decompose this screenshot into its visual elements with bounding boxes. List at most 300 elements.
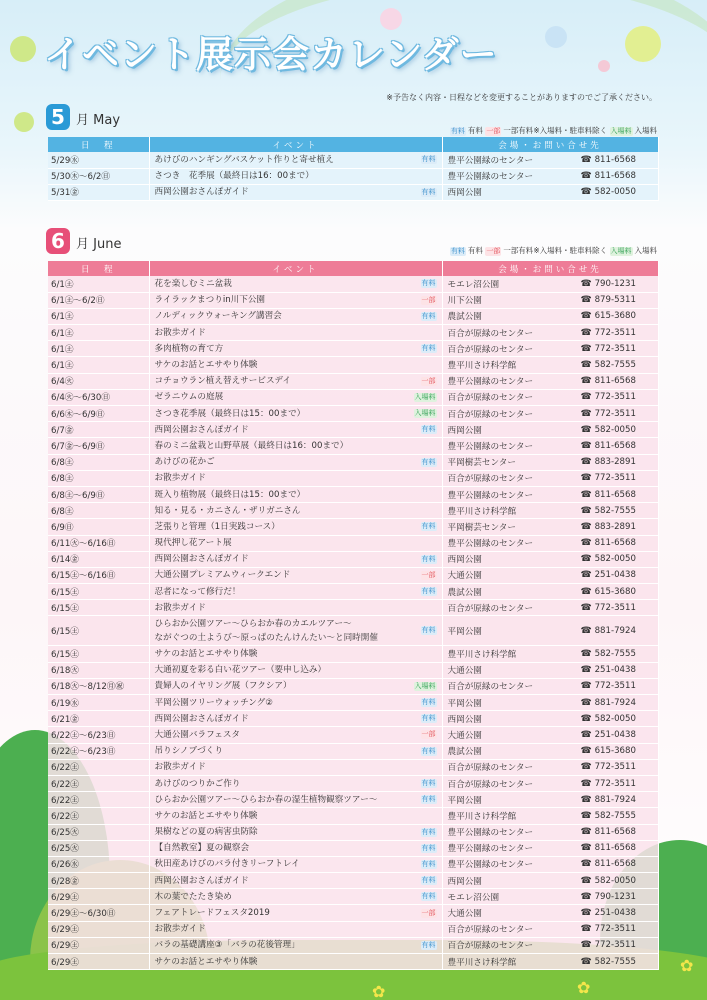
event-date: 6/4㊋～6/30㊐: [48, 389, 149, 405]
event-date: 6/19㊌: [48, 695, 149, 711]
table-row: [48, 775, 658, 791]
event-name: 西岡公園おさんぽガイド: [154, 187, 249, 198]
table-row: [48, 792, 658, 808]
event-cell: [149, 824, 442, 840]
venue-phone: ☎ 251-0438: [581, 730, 653, 740]
venue-name: 豊平川さけ科学館: [447, 361, 517, 372]
event-cell: [149, 486, 442, 502]
venue-name: 農試公園: [447, 312, 482, 323]
venue-phone: ☎ 881-7924: [581, 795, 653, 805]
event-cell: [149, 438, 442, 454]
venue-name: 西岡公園: [447, 188, 482, 199]
fee-tag-yuryo: 有料: [421, 311, 436, 320]
event-cell: [149, 662, 442, 678]
venue-name: 豊平川さけ科学館: [447, 506, 517, 517]
venue-phone: ☎ 772-3511: [581, 681, 653, 691]
legend-tag-nyujo: 入場料: [610, 127, 632, 135]
fee-tag-yuryo: 有料: [421, 187, 436, 196]
venue-phone: ☎ 772-3511: [581, 779, 653, 789]
venue-name: 農試公園: [447, 747, 482, 758]
table-row: [48, 551, 658, 567]
event-name: さつき花季展（最終日は15：00まで）: [154, 408, 306, 419]
venue-cell: [442, 406, 658, 422]
event-name: 貴婦人のイヤリング展（フクシア）: [154, 681, 292, 692]
fee-tag-yuryo: 有料: [421, 714, 436, 723]
table-row: [48, 808, 658, 824]
venue-cell: [442, 519, 658, 535]
event-cell: [149, 519, 442, 535]
fee-tag-nyujo: 入場料: [414, 392, 436, 401]
event-cell: [149, 600, 442, 616]
venue-phone: ☎ 811-6568: [581, 827, 653, 837]
event-cell: [149, 873, 442, 889]
venue-name: 百合が原緑のセンター: [447, 925, 534, 936]
table-row: [48, 470, 658, 486]
table-row: [48, 856, 658, 872]
table-row: [48, 535, 658, 551]
table-row: [48, 662, 658, 678]
table-row: [48, 389, 658, 405]
fee-tag-yuryo: 有料: [421, 587, 436, 596]
venue-name: 大通公園: [447, 571, 482, 582]
venue-name: 西岡公園: [447, 714, 482, 725]
event-date: 6/22㊏: [48, 792, 149, 808]
event-name: 【自然教室】夏の観察会: [154, 843, 250, 854]
venue-phone: ☎ 582-7555: [581, 957, 653, 967]
event-name: サケのお話とエサやり体験: [154, 810, 258, 821]
event-name: 知る・見る・カニさん・ザリガニさん: [154, 505, 301, 516]
venue-cell: [442, 775, 658, 791]
event-date: 6/7㊎: [48, 422, 149, 438]
venue-name: 豊平公園緑のセンター: [447, 490, 534, 501]
event-date: 6/29㊏: [48, 921, 149, 937]
fee-tag-ichibu: 一部: [421, 376, 436, 385]
venue-cell: [442, 646, 658, 662]
event-date: 6/15㊏: [48, 646, 149, 662]
event-name: 春のミニ盆栽と山野草展（最終日は16：00まで）: [154, 440, 349, 451]
venue-name: モエレ沼公園: [447, 279, 500, 290]
venue-cell: [442, 503, 658, 519]
may-events-table: [48, 137, 659, 201]
fee-tag-ichibu: 一部: [421, 730, 436, 739]
venue-phone: ☎ 582-7555: [581, 649, 653, 659]
event-name: サケのお話とエサやり体験: [154, 956, 258, 967]
venue-phone: ☎ 772-3511: [581, 603, 653, 613]
venue-cell: [442, 856, 658, 872]
event-date: 6/29㊏～6/30㊐: [48, 905, 149, 921]
venue-cell: [442, 389, 658, 405]
venue-cell: [442, 905, 658, 921]
event-name: サケのお話とエサやり体験: [154, 360, 258, 371]
event-cell: [149, 727, 442, 743]
event-cell: [149, 551, 442, 567]
venue-cell: [442, 792, 658, 808]
venue-name: 百合が原緑のセンター: [447, 779, 534, 790]
legend: [450, 245, 657, 256]
venue-name: 百合が原緑のセンター: [447, 941, 534, 952]
month-number: 6: [46, 228, 70, 254]
venue-phone: ☎ 881-7924: [581, 626, 653, 636]
venue-phone: ☎ 582-7555: [581, 360, 653, 370]
event-date: 6/7㊎～6/9㊐: [48, 438, 149, 454]
event-name: 西岡公園おさんぽガイド: [154, 875, 249, 886]
event-date: 6/29㊏: [48, 954, 149, 970]
venue-phone: ☎ 811-6568: [581, 490, 653, 500]
event-name: ライラックまつりin川下公園: [154, 295, 266, 306]
event-date: 6/25㊋: [48, 840, 149, 856]
venue-cell: [442, 889, 658, 905]
fee-tag-yuryo: 有料: [421, 843, 436, 852]
event-name: 現代押し花アート展: [154, 538, 232, 549]
event-date: 6/15㊏: [48, 600, 149, 616]
event-name: ゼラニウムの庭展: [154, 392, 224, 403]
bubble-decoration: [598, 60, 610, 72]
event-date: 6/14㊎: [48, 551, 149, 567]
fee-tag-yuryo: 有料: [421, 779, 436, 788]
event-cell: [149, 168, 442, 184]
venue-name: 平岡樹芸センター: [447, 458, 516, 469]
table-row: [48, 168, 658, 184]
event-cell: [149, 567, 442, 583]
event-name: コチョウラン植え替えサービスデイ: [154, 376, 291, 387]
venue-name: 西岡公園: [447, 425, 482, 436]
event-cell: [149, 921, 442, 937]
legend-tag-ichibu: 一部: [486, 247, 501, 255]
event-date: 6/4㊋: [48, 373, 149, 389]
event-cell: [149, 308, 442, 324]
table-row: [48, 325, 658, 341]
event-name: お散歩ガイド: [154, 602, 206, 613]
table-row: [48, 406, 658, 422]
month-header-may: [46, 104, 120, 130]
event-cell: [149, 184, 442, 200]
event-cell: [149, 616, 442, 646]
event-date: 6/1㊏: [48, 325, 149, 341]
event-date: 6/29㊏: [48, 937, 149, 953]
event-cell: [149, 389, 442, 405]
venue-phone: ☎ 790-1231: [581, 892, 653, 902]
bubble-decoration: [14, 112, 34, 132]
venue-name: 農試公園: [447, 587, 482, 598]
event-date: 5/31㊎: [48, 184, 149, 200]
event-name: 西岡公園おさんぽガイド: [154, 424, 249, 435]
event-name: 西岡公園おさんぽガイド: [154, 713, 249, 724]
venue-cell: [442, 584, 658, 600]
event-date: 6/8㊏: [48, 454, 149, 470]
venue-cell: [442, 954, 658, 970]
venue-name: 大通公園: [447, 909, 482, 920]
fee-tag-yuryo: 有料: [421, 425, 436, 434]
fee-tag-yuryo: 有料: [421, 155, 436, 164]
venue-cell: [442, 535, 658, 551]
venue-name: 西岡公園: [447, 555, 482, 566]
venue-phone: ☎ 772-3511: [581, 924, 653, 934]
venue-name: 豊平公園緑のセンター: [447, 172, 534, 183]
venue-cell: [442, 824, 658, 840]
flower-decoration: ✿: [372, 982, 386, 1000]
venue-cell: [442, 486, 658, 502]
event-name: お散歩ガイド: [154, 327, 206, 338]
legend-tag-yuryo: 有料: [450, 247, 465, 255]
event-name: あけびの花かご: [154, 457, 215, 468]
venue-phone: ☎ 811-6568: [581, 155, 653, 165]
legend-label: 有料: [467, 246, 483, 255]
venue-phone: ☎ 772-3511: [581, 940, 653, 950]
table-row: [48, 567, 658, 583]
venue-cell: [442, 152, 658, 168]
venue-cell: [442, 840, 658, 856]
venue-phone: ☎ 811-6568: [581, 441, 653, 451]
venue-name: 平岡公園: [447, 795, 482, 806]
event-name: お散歩ガイド: [154, 762, 206, 773]
event-cell: [149, 535, 442, 551]
fee-tag-nyujo: 入場料: [414, 681, 436, 690]
venue-phone: ☎ 582-0050: [581, 187, 653, 197]
event-name: ひらおか公園ツアー～ひらおか春のカエルツアー～ ながぐつの土ようび～原っぱのたんけんたい～と同時開催: [154, 618, 378, 643]
event-date: 6/1㊏: [48, 341, 149, 357]
venue-phone: ☎ 582-0050: [581, 876, 653, 886]
venue-cell: [442, 341, 658, 357]
table-row: [48, 486, 658, 502]
event-cell: [149, 856, 442, 872]
fee-tag-yuryo: 有料: [421, 554, 436, 563]
fee-tag-yuryo: 有料: [421, 522, 436, 531]
fee-tag-yuryo: 有料: [421, 876, 436, 885]
event-cell: [149, 152, 442, 168]
venue-phone: ☎ 772-3511: [581, 409, 653, 419]
venue-name: 百合が原緑のセンター: [447, 474, 534, 485]
legend-tag-ichibu: 一部: [486, 127, 501, 135]
venue-cell: [442, 325, 658, 341]
flower-decoration: ✿: [680, 956, 694, 975]
venue-phone: ☎ 772-3511: [581, 328, 653, 338]
venue-cell: [442, 808, 658, 824]
event-cell: [149, 470, 442, 486]
table-header-row: [48, 137, 658, 152]
event-name: 大通公園プレミアムウィークエンド: [154, 570, 291, 581]
event-date: 6/29㊏: [48, 889, 149, 905]
event-name: ひらおか公園ツアー～ひらおか春の湿生植物観察ツアー～: [154, 794, 378, 805]
event-cell: [149, 711, 442, 727]
event-cell: [149, 743, 442, 759]
event-date: 6/6㊍～6/9㊐: [48, 406, 149, 422]
event-date: 6/21㊎: [48, 711, 149, 727]
legend-note: ※入場料・駐車料除く: [533, 126, 608, 135]
venue-phone: ☎ 582-7555: [581, 506, 653, 516]
event-cell: [149, 341, 442, 357]
venue-phone: ☎ 251-0438: [581, 665, 653, 675]
venue-cell: [442, 616, 658, 646]
event-name: お散歩ガイド: [154, 924, 206, 935]
event-date: 6/18㊋～8/12㊊㊗: [48, 678, 149, 694]
table-row: [48, 678, 658, 694]
fee-tag-yuryo: 有料: [421, 746, 436, 755]
event-date: 6/25㊋: [48, 824, 149, 840]
venue-phone: ☎ 772-3511: [581, 473, 653, 483]
venue-name: 平岡公園: [447, 698, 482, 709]
venue-cell: [442, 551, 658, 567]
venue-phone: ☎ 582-0050: [581, 425, 653, 435]
event-date: 6/9㊐: [48, 519, 149, 535]
venue-name: 豊平公園緑のセンター: [447, 377, 534, 388]
fee-tag-yuryo: 有料: [421, 892, 436, 901]
venue-cell: [442, 567, 658, 583]
event-cell: [149, 775, 442, 791]
table-row: [48, 937, 658, 953]
table-row: [48, 454, 658, 470]
table-row: [48, 824, 658, 840]
venue-phone: ☎ 811-6568: [581, 859, 653, 869]
venue-name: 豊平公園緑のセンター: [447, 441, 534, 452]
venue-phone: ☎ 582-0050: [581, 714, 653, 724]
venue-phone: ☎ 772-3511: [581, 392, 653, 402]
venue-phone: ☎ 883-2891: [581, 522, 653, 532]
table-row: [48, 759, 658, 775]
event-cell: [149, 808, 442, 824]
fee-tag-yuryo: 有料: [421, 827, 436, 836]
bubble-decoration: [10, 36, 36, 62]
table-row: [48, 519, 658, 535]
event-date: 6/1㊏: [48, 276, 149, 292]
table-header-row: [48, 261, 658, 276]
event-name: あけびのハンギングバスケット作りと寄せ植え: [154, 154, 334, 165]
event-date: 6/22㊏～6/23㊐: [48, 727, 149, 743]
venue-cell: [442, 292, 658, 308]
venue-name: 百合が原緑のセンター: [447, 763, 534, 774]
venue-name: 百合が原緑のセンター: [447, 328, 534, 339]
venue-name: 豊平公園緑のセンター: [447, 539, 534, 550]
event-cell: [149, 889, 442, 905]
table-row: [48, 308, 658, 324]
event-name: ノルディックウォーキング講習会: [154, 311, 282, 322]
venue-phone: ☎ 772-3511: [581, 762, 653, 772]
event-date: 6/22㊏: [48, 759, 149, 775]
bubble-decoration: [625, 26, 661, 62]
venue-name: 豊平川さけ科学館: [447, 650, 517, 661]
event-name: 芝張りと管理（1日実践コース）: [154, 521, 280, 532]
table-row: [48, 292, 658, 308]
flower-decoration: ✿: [577, 978, 591, 997]
venue-cell: [442, 759, 658, 775]
event-date: 6/28㊎: [48, 873, 149, 889]
event-name: 大通公園バラフェスタ: [154, 729, 241, 740]
month-number: 5: [46, 104, 70, 130]
header-date: 日 程: [48, 261, 149, 276]
event-cell: [149, 792, 442, 808]
venue-cell: [442, 600, 658, 616]
table-row: [48, 905, 658, 921]
notice-text: ※予告なく内容・日程などを変更することがありますのでご了承ください。: [386, 93, 657, 102]
table-row: [48, 276, 658, 292]
legend-tag-nyujo: 入場料: [610, 247, 632, 255]
table-row: [48, 373, 658, 389]
venue-name: 豊平公園緑のセンター: [447, 860, 534, 871]
table-row: [48, 921, 658, 937]
venue-name: 川下公園: [447, 296, 482, 307]
venue-name: 百合が原緑のセンター: [447, 682, 534, 693]
venue-phone: ☎ 582-7555: [581, 811, 653, 821]
event-date: 6/18㊋: [48, 662, 149, 678]
venue-cell: [442, 184, 658, 200]
event-cell: [149, 292, 442, 308]
event-name: 大通初夏を彩る白い花ツアー（要申し込み）: [154, 665, 327, 676]
venue-phone: ☎ 615-3680: [581, 311, 653, 321]
event-name: 平岡公園ツリーウォッチング②: [154, 697, 273, 708]
fee-tag-yuryo: 有料: [421, 859, 436, 868]
event-name: 忍者になって修行だ！: [154, 586, 241, 597]
venue-cell: [442, 454, 658, 470]
venue-cell: [442, 695, 658, 711]
table-row: [48, 743, 658, 759]
venue-name: 大通公園: [447, 666, 482, 677]
venue-phone: ☎ 811-6568: [581, 171, 653, 181]
table-row: [48, 873, 658, 889]
venue-name: モエレ沼公園: [447, 892, 500, 903]
page-title: イベント展示会カレンダー: [44, 33, 498, 76]
event-cell: [149, 454, 442, 470]
venue-name: 豊平川さけ科学館: [447, 811, 517, 822]
legend-label: 入場料: [634, 126, 657, 135]
event-cell: [149, 954, 442, 970]
event-name: お散歩ガイド: [154, 473, 206, 484]
june-events-table: [48, 261, 659, 970]
event-name: さつき 花季展（最終日は16：00まで）: [154, 171, 314, 182]
venue-name: 大通公園: [447, 730, 482, 741]
venue-cell: [442, 937, 658, 953]
fee-tag-yuryo: 有料: [421, 698, 436, 707]
event-cell: [149, 325, 442, 341]
venue-cell: [442, 438, 658, 454]
event-cell: [149, 905, 442, 921]
venue-phone: ☎ 615-3680: [581, 587, 653, 597]
venue-phone: ☎ 772-3511: [581, 344, 653, 354]
event-date: 6/15㊏～6/16㊐: [48, 567, 149, 583]
venue-name: 平岡公園: [447, 626, 482, 637]
event-name: フェアトレードフェスタ2019: [154, 908, 270, 919]
venue-phone: ☎ 582-0050: [581, 554, 653, 564]
event-date: 6/22㊏: [48, 808, 149, 824]
venue-phone: ☎ 615-3680: [581, 746, 653, 756]
table-row: [48, 889, 658, 905]
event-cell: [149, 646, 442, 662]
venue-phone: ☎ 251-0438: [581, 570, 653, 580]
venue-cell: [442, 308, 658, 324]
event-name: 斑入り植物展（最終日は15：00まで）: [154, 489, 306, 500]
header-event: イベント: [149, 261, 442, 276]
venue-cell: [442, 678, 658, 694]
event-cell: [149, 406, 442, 422]
event-name: 果樹などの夏の病害虫防除: [154, 827, 258, 838]
fee-tag-ichibu: 一部: [421, 295, 436, 304]
legend-label: 一部有料: [503, 246, 534, 255]
table-row: [48, 152, 658, 168]
event-date: 6/8㊏: [48, 470, 149, 486]
event-date: 5/30㊍～6/2㊐: [48, 168, 149, 184]
fee-tag-nyujo: 入場料: [414, 409, 436, 418]
legend-note: ※入場料・駐車料除く: [533, 246, 608, 255]
event-name: 多肉植物の育て方: [154, 343, 224, 354]
event-cell: [149, 678, 442, 694]
venue-cell: [442, 743, 658, 759]
event-name: 木の葉でたたき染め: [154, 891, 232, 902]
header-venue: 会場・お問い合せ先: [442, 261, 658, 276]
header-event: イベント: [149, 137, 442, 152]
venue-cell: [442, 921, 658, 937]
event-date: 6/11㊋～6/16㊐: [48, 535, 149, 551]
venue-name: 百合が原緑のセンター: [447, 409, 534, 420]
event-name: 秋田産あけびのバラ付きリーフトレイ: [154, 859, 300, 870]
venue-phone: ☎ 790-1231: [581, 279, 653, 289]
